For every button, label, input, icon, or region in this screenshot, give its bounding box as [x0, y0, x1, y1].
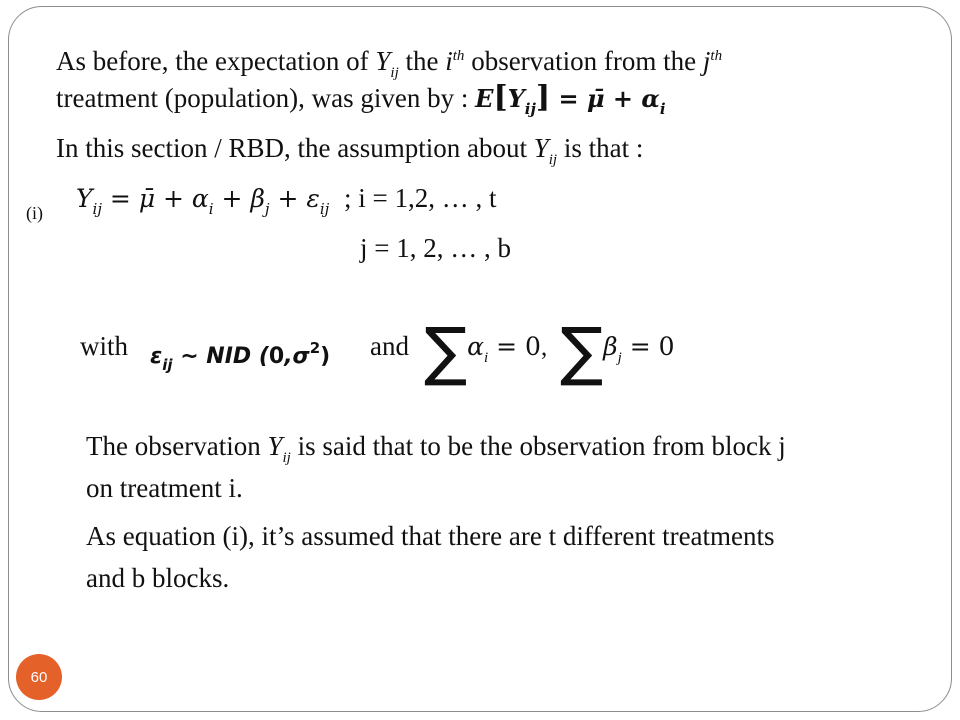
- nid-text: ~ NID (: [172, 344, 269, 369]
- var-j: j: [702, 46, 711, 76]
- subscript-ij: ij: [162, 356, 173, 374]
- text-segment: The observation: [86, 431, 268, 461]
- zero: 0: [268, 344, 285, 369]
- and-label: [370, 330, 409, 362]
- nid-formula: [150, 339, 331, 374]
- range-j: [360, 232, 511, 264]
- text-segment: is said that to be the observation from block j: [290, 431, 786, 461]
- var-i: i: [445, 46, 453, 76]
- summation-sign: ∑: [560, 315, 604, 389]
- subscript-ij: ij: [548, 152, 558, 168]
- equals-sign: =: [550, 84, 587, 113]
- index-range-i: ; i = 1,2, … , t: [344, 183, 497, 213]
- var-y: Y: [375, 46, 391, 76]
- page-number-badge: [16, 654, 62, 700]
- var-y: Y: [267, 431, 283, 461]
- equals-zero: = 0: [621, 332, 675, 361]
- subscript-i: i: [659, 100, 666, 118]
- text-segment: with: [80, 331, 129, 361]
- text-segment: As before, the expectation of: [56, 46, 376, 76]
- alpha: α: [467, 332, 485, 361]
- text-segment: As equation (i), it’s assumed that there are t different treatments: [86, 521, 775, 551]
- beta: β: [603, 332, 618, 361]
- var-y: Y: [507, 84, 525, 113]
- equation-number: (i): [26, 203, 43, 223]
- expectation-formula: $E[Y_{ij}]$ = μ̄ + $\alpha_i$: [475, 80, 666, 118]
- mu-bar: μ̄: [138, 184, 156, 213]
- plus-sign: +: [213, 184, 251, 213]
- page-number: 60: [30, 668, 48, 686]
- plus-sign: +: [155, 184, 192, 213]
- subscript-i: i: [208, 200, 214, 218]
- comma: ,: [284, 344, 293, 369]
- alpha: α: [641, 84, 660, 113]
- assumption-paragraph-line1: [86, 520, 775, 552]
- model-equation: [76, 182, 329, 225]
- epsilon: ε: [306, 184, 320, 213]
- var-y: Y: [76, 184, 93, 213]
- subscript-i: i: [484, 350, 489, 366]
- sigma: σ: [292, 344, 310, 369]
- subscript-j: j: [264, 200, 270, 218]
- equals-sign: =: [101, 184, 139, 213]
- text-segment: is that :: [557, 133, 644, 163]
- with-label: [80, 330, 128, 362]
- index-range-j: j = 1, 2, … , b: [360, 233, 511, 263]
- text-segment: treatment (population), was given by :: [56, 83, 476, 113]
- text-segment: In this section / RBD, the assumption about: [56, 133, 534, 163]
- subscript-ij: ij: [282, 450, 291, 466]
- epsilon: ε: [150, 344, 163, 369]
- mu-bar: μ̄: [586, 84, 605, 113]
- beta: β: [250, 184, 265, 213]
- text-segment: and: [370, 331, 409, 361]
- alpha-constraint: [424, 315, 548, 389]
- summation-sign: ∑: [424, 315, 468, 389]
- text-segment: on treatment i.: [86, 473, 243, 503]
- subscript-ij: ij: [92, 200, 102, 218]
- range-i: [344, 182, 496, 214]
- text-segment: and b blocks.: [86, 563, 230, 593]
- expectation-symbol: E: [475, 84, 494, 113]
- subscript-j: j: [617, 350, 622, 366]
- assumption-line: [56, 132, 643, 176]
- observation-paragraph-line2: [86, 472, 243, 504]
- var-y: Y: [533, 133, 549, 163]
- subscript-ij: ij: [319, 200, 330, 218]
- subscript-ij: ij: [524, 100, 536, 118]
- text-segment: observation from the: [464, 46, 703, 76]
- plus-sign: +: [604, 84, 642, 113]
- equation-label: [26, 194, 43, 229]
- beta-constraint: [560, 315, 675, 389]
- text-segment: the: [398, 46, 446, 76]
- superscript-th: th: [710, 48, 723, 64]
- comma: ,: [540, 334, 548, 361]
- error-distribution: [150, 332, 330, 381]
- alpha: α: [191, 184, 209, 213]
- superscript-th: th: [452, 48, 465, 64]
- equals-zero: = 0: [488, 332, 541, 361]
- superscript-2: 2: [309, 339, 321, 357]
- observation-paragraph-line1: [86, 430, 786, 474]
- model-formula: [76, 184, 330, 218]
- plus-sign: +: [269, 184, 307, 213]
- close-paren: ): [320, 344, 331, 369]
- expectation-equation-line: [56, 82, 666, 125]
- subscript-ij: ij: [390, 65, 399, 81]
- assumption-paragraph-line2: [86, 562, 229, 594]
